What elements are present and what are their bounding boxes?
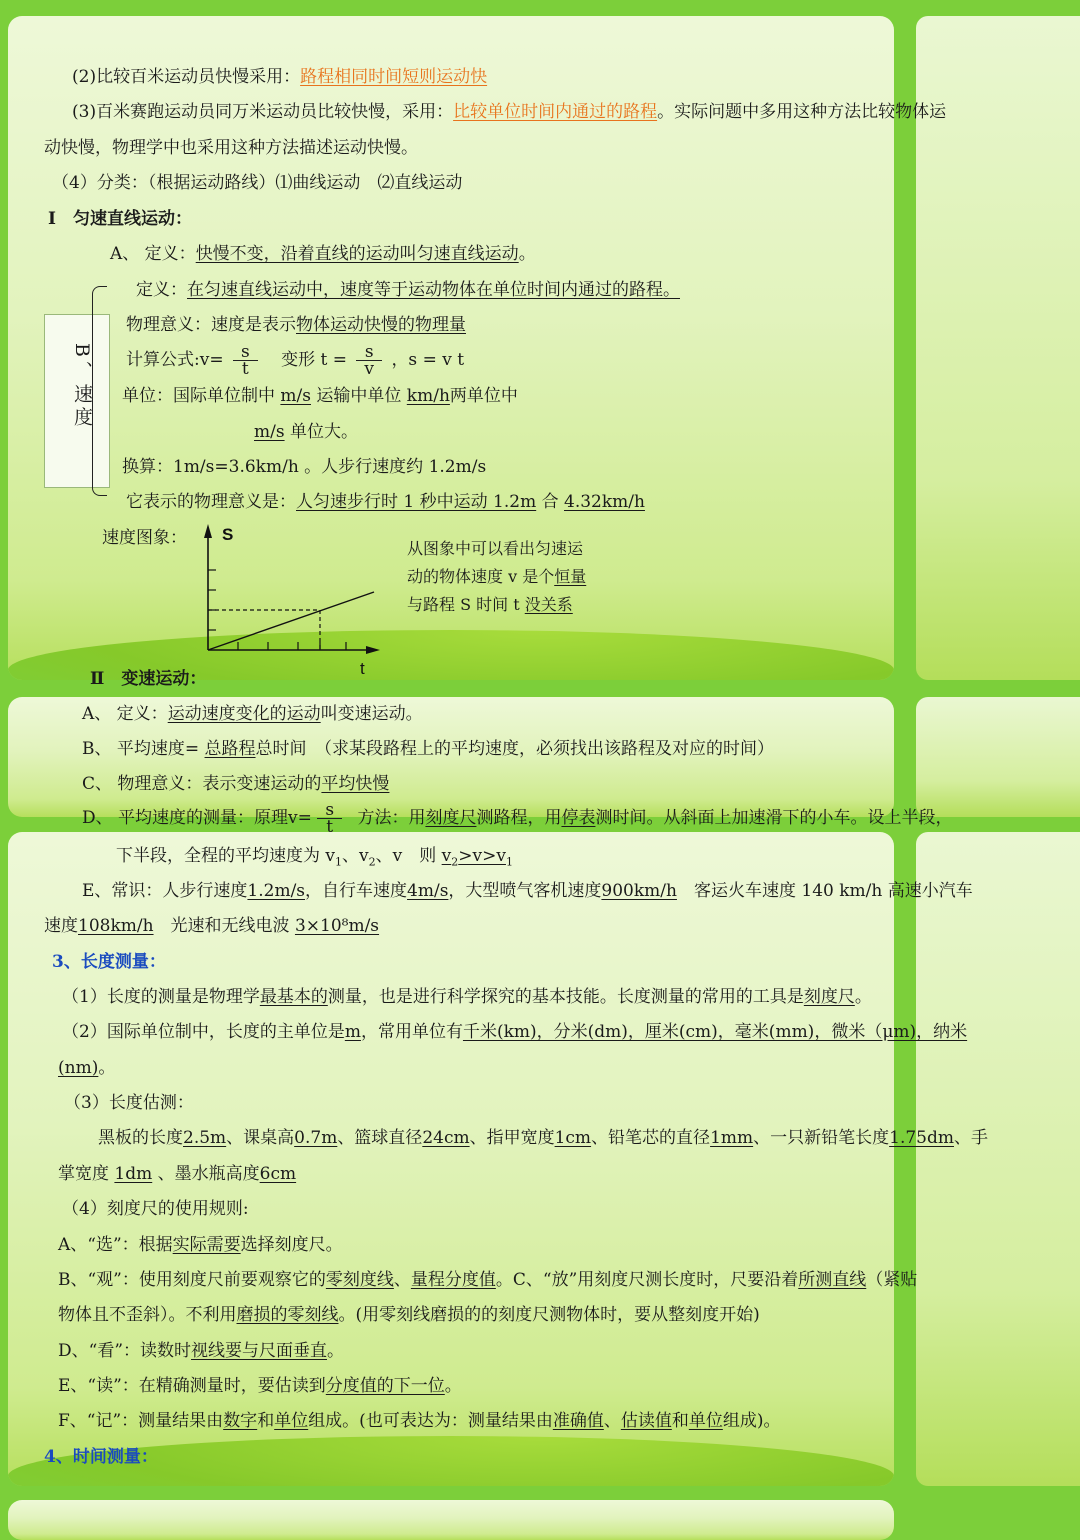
x-axis-label: t — [360, 659, 365, 678]
speed-graph — [196, 520, 396, 680]
series-line — [208, 592, 374, 650]
line-classification: （4）分类：（根据运动路线）⑴曲线运动 ⑵直线运动 — [52, 173, 463, 193]
y-ticks — [208, 570, 216, 630]
line-speed-definition: 定义：在匀速直线运动中，速度等于运动物体在单位时间内通过的路程。 — [136, 280, 680, 300]
line-length-units: （2）国际单位制中，长度的主单位是m，常用单位有千米(km)，分米(dm)，厘米(cm)，毫米(mm)，微米（μm)，纳米 — [62, 1022, 968, 1042]
rule-read: E、“读”：在精确测量时，要估读到分度值的下一位。 — [58, 1376, 462, 1396]
speed-brace — [92, 286, 107, 496]
fraction-s-over-v: $\frac{s}{v}$ — [356, 344, 382, 377]
rule-record: F、“记”：测量结果由数字和单位组成。(也可表达为：测量结果由准确值、估读值和单位组成)。 — [58, 1411, 781, 1431]
line-common-speeds: E、常识：人步行速度1.2m/s，自行车速度4m/s，大型喷气客机速度900km/h 客运火车速度 140 km/h 高速小汽车 — [82, 881, 973, 901]
line-length-estimate: （3）长度估测： — [64, 1093, 194, 1113]
graph-note-3: 与路程 S 时间 t 没关系 — [407, 595, 573, 614]
graph-label: 速度图象： — [102, 528, 187, 548]
speed-label-box: B、速度 — [44, 314, 110, 488]
graph-note-2: 动的物体速度 v 是个恒量 — [407, 567, 587, 586]
line-formula: 计算公式:v= $\frac{s}{t}$ 变形 t = $\frac{s}{v}$ ，s = v t — [126, 342, 465, 379]
line-common-speeds-2: 速度108km/h 光速和无线电波 3×10⁸m/s — [44, 916, 380, 936]
line-estimate-values-2: 掌宽度 1dm 、墨水瓶高度6cm — [58, 1164, 297, 1184]
answer-speed-order: $v_2>v>v_1$ — [441, 846, 513, 869]
graph-note-1: 从图象中可以看出匀速运 — [407, 539, 584, 558]
rule-choose: A、“选”：根据实际需要选择刻度尺。 — [58, 1235, 343, 1255]
section-time-measurement: 4、时间测量： — [44, 1447, 158, 1467]
section-length-measurement: 3、长度测量： — [52, 952, 166, 972]
rule-look: D、“看”：读数时视线要与尺面垂直。 — [58, 1341, 345, 1361]
line-ruler-rules: （4）刻度尺的使用规则: — [62, 1199, 249, 1219]
line-uniform-definition: A、 定义：快慢不变，沿着直线的运动叫匀速直线运动。 — [110, 244, 536, 264]
y-axis-arrow — [204, 524, 212, 538]
line-compare-100m: (2)比较百米运动员快慢采用：路程相同时间短则运动快 — [72, 67, 488, 87]
line-half-speeds: 下半段，全程的平均速度为 $v_1$、$v_2$、v 则 $v_2>v>v_1$ — [116, 846, 513, 869]
fraction-s-over-t: $\frac{s}{t}$ — [233, 344, 258, 377]
section-uniform-motion: Ⅰ 匀速直线运动： — [48, 209, 192, 229]
line-describe-speed: 动快慢，物理学中也采用这种方法描述运动快慢。 — [44, 138, 418, 158]
line-physical-meaning: 物理意义：速度是表示物体运动快慢的物理量 — [126, 315, 466, 335]
line-units: 单位：国际单位制中 m/s 运输中单位 km/h两单位中 — [122, 386, 518, 406]
slide-footer — [8, 1500, 894, 1540]
y-axis-label: S — [222, 525, 234, 544]
rule-place: 物体且不歪斜）。不利用磨损的零刻线。(用零刻线磨损的的刻度尺测物体时，要从整刻度开始) — [58, 1305, 760, 1325]
line-average-meaning: C、 物理意义：表示变速运动的平均快慢 — [82, 774, 390, 794]
rule-observe: B、“观”：使用刻度尺前要观察它的零刻度线、量程分度值。C、“放”用刻度尺测长度时，尺要沿着所测直线（紧贴 — [58, 1270, 918, 1290]
line-walking-meaning: 它表示的物理意义是：人匀速步行时 1 秒中运动 1.2m 合 4.32km/h — [126, 492, 645, 512]
line-conversion: 换算：1m/s=3.6km/h 。人步行速度约 1.2m/s — [122, 457, 487, 477]
line-compare-10000m: (3)百米赛跑运动员同万米运动员比较快慢，采用：比较单位时间内通过的路程。实际问题中多用这种方法比较物体运 — [72, 102, 947, 122]
line-estimate-values: 黑板的长度2.5m、课桌高0.7m、篮球直径24cm、指甲宽度1cm、铅笔芯的直径1mm、一只新铅笔长度1.75dm、手 — [98, 1128, 988, 1148]
x-ticks — [238, 642, 346, 650]
section-variable-motion: Ⅱ 变速运动： — [90, 669, 207, 689]
fraction-v-formula: $\frac{s}{t}$ — [317, 802, 342, 835]
line-average-measure: D、 平均速度的测量：原理v= $\frac{s}{t}$ 方法：用刻度尺测路程，用停表测时间。从斜面上加速滑下的小车。设上半段， — [82, 800, 953, 837]
line-length-units-2: (nm)。 — [58, 1058, 116, 1078]
line-variable-definition: A、 定义：运动速度变化的运动叫变速运动。 — [82, 704, 423, 724]
line-average-speed: B、 平均速度= 总路程总时间 （求某段路程上的平均速度，必须找出该路程及对应的时间） — [82, 739, 775, 759]
answer-unit-time: 比较单位时间内通过的路程 — [453, 102, 658, 122]
line-length-basic: （1）长度的测量是物理学最基本的测量，也是进行科学探究的基本技能。长度测量的常用的工具是刻度尺。 — [62, 987, 872, 1007]
x-axis-arrow — [366, 646, 380, 654]
answer-same-distance: 路程相同时间短则运动快 — [300, 67, 488, 87]
side-slide-bottom — [916, 832, 1080, 1486]
line-units-bigger: m/s 单位大。 — [254, 422, 358, 442]
